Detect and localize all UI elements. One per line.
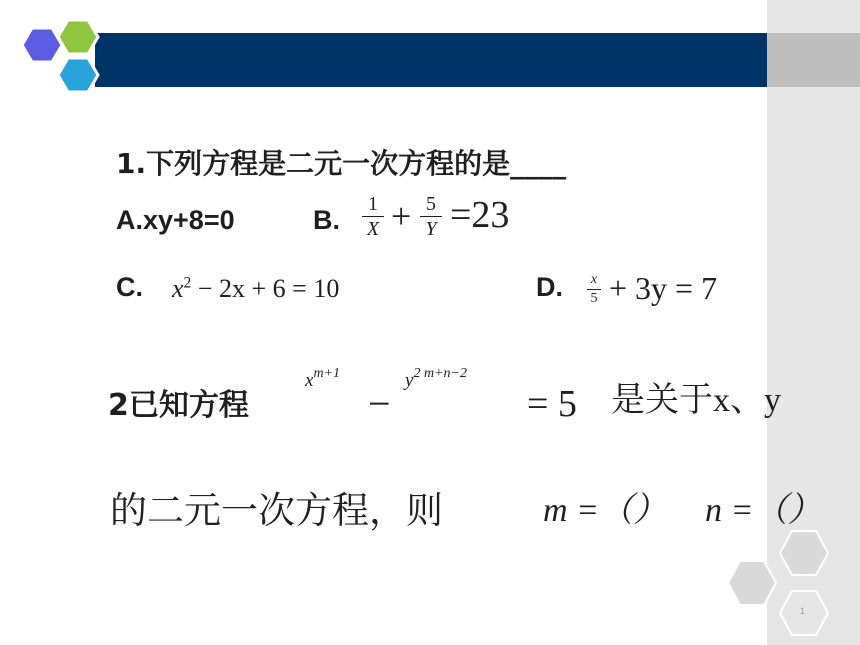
- fraction-numerator: 5: [426, 193, 436, 215]
- q2-line-2: 的二元一次方程，则: [110, 491, 443, 532]
- fraction-bar: [362, 216, 384, 217]
- question-1-stem: 1.下列方程是二元一次方程的是____: [116, 147, 567, 180]
- option-c-rest: − 2x + 6 = 10: [197, 274, 340, 303]
- fraction-numerator: x: [590, 272, 598, 287]
- sidebar-band: [767, 33, 860, 87]
- option-a: A.xy+8=0: [116, 205, 235, 235]
- q2-m-answer: m =（）: [543, 492, 667, 529]
- q2-n-answer: n =（）: [705, 492, 822, 529]
- fraction-bar: [587, 289, 601, 290]
- option-d-rest: + 3y = 7: [609, 270, 718, 306]
- page-number: 1: [800, 606, 806, 616]
- fraction-numerator: 1: [368, 193, 378, 215]
- fraction-bar: [420, 216, 442, 217]
- option-b-rhs: =23: [450, 194, 510, 236]
- fraction-denominator: 5: [590, 291, 598, 306]
- q2-suffix: 是关于x、y: [611, 382, 781, 419]
- variable-x: x: [172, 274, 184, 303]
- exponent: 2: [183, 274, 192, 292]
- q2-term-2: [405, 366, 467, 392]
- q2-minus: −: [368, 381, 391, 426]
- title-banner: [95, 33, 767, 87]
- option-b-fraction-2: [420, 194, 442, 239]
- exponent: m+1: [313, 366, 340, 381]
- question-2-prefix: 2已知方程: [108, 388, 249, 423]
- option-d-fraction: [587, 273, 601, 306]
- fraction-denominator: X: [366, 218, 380, 240]
- hexagon-cluster-logo-icon: [10, 18, 110, 104]
- exponent: 2 m+n−2: [413, 366, 467, 381]
- option-c-label: C.: [116, 272, 143, 302]
- hexagon-decoration-icon: [722, 525, 842, 645]
- q2-rhs: = 5: [527, 383, 577, 425]
- q2-term-1: [305, 366, 340, 392]
- option-b-plus: +: [391, 196, 412, 236]
- fraction-denominator: Y: [425, 218, 437, 240]
- variable-x: x: [305, 370, 314, 391]
- option-b-fraction-1: [362, 194, 384, 239]
- variable-y: y: [405, 370, 414, 391]
- option-b-label: B.: [313, 205, 340, 235]
- option-d-label: D.: [536, 272, 563, 302]
- option-c-formula: [172, 274, 339, 304]
